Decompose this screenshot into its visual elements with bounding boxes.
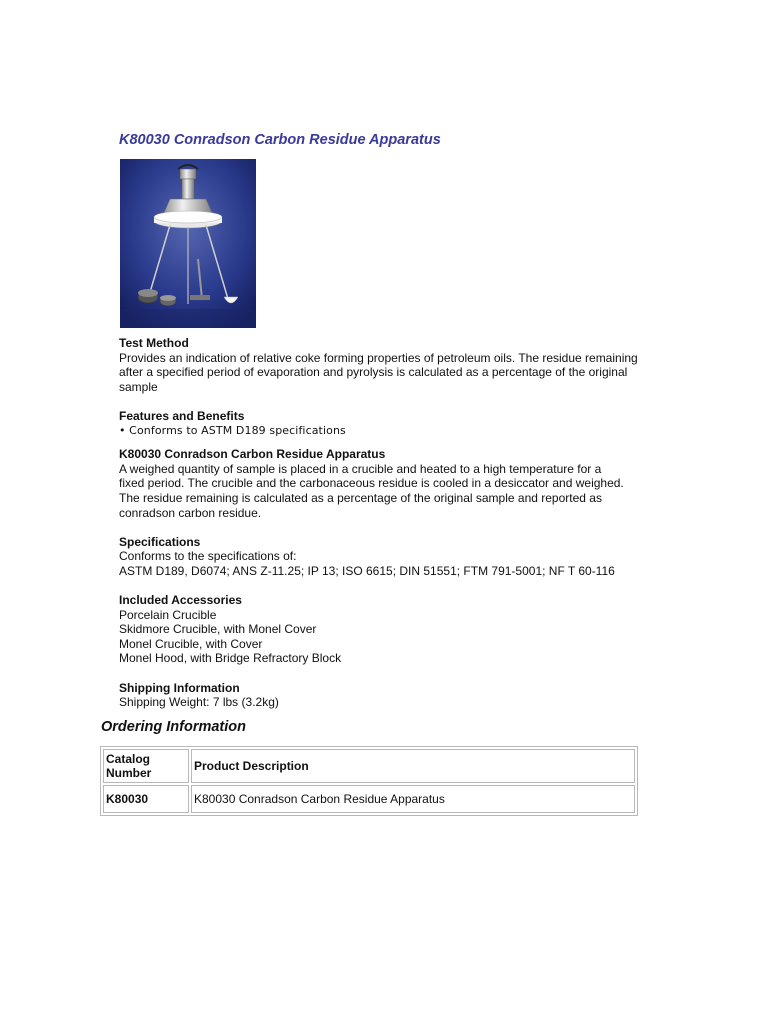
apparatus-section <box>119 447 679 520</box>
header-line: Number <box>106 766 152 780</box>
section-heading: Included Accessories <box>119 593 242 608</box>
text-line: fixed period. The crucible and the carbonaceous residue is cooled in a desiccator and weighed. <box>119 476 624 491</box>
features-section <box>119 409 679 438</box>
section-heading: Specifications <box>119 534 201 549</box>
shipping-weight: Shipping Weight: 7 lbs (3.2kg) <box>119 695 279 710</box>
catalog-number-cell: K80030 <box>103 785 189 813</box>
accessory-item: Monel Crucible, with Cover <box>119 636 263 651</box>
table-header-row <box>103 749 635 783</box>
feature-bullet: • Conforms to ASTM D189 specifications <box>119 423 346 437</box>
product-description-header: Product Description <box>191 749 635 783</box>
specifications-section <box>119 535 679 579</box>
header-line: Catalog <box>106 752 151 766</box>
text-line: sample <box>119 379 158 394</box>
text-line: A weighed quantity of sample is placed in a crucible and heated to a high temperature for a <box>119 461 602 476</box>
ordering-title: Ordering Information <box>101 719 246 735</box>
table-row <box>103 785 635 813</box>
page-title: K80030 Conradson Carbon Residue Apparatus <box>119 132 441 148</box>
catalog-number-header <box>103 749 189 783</box>
accessory-item: Skidmore Crucible, with Monel Cover <box>119 622 317 637</box>
product-description-cell: K80030 Conradson Carbon Residue Apparatus <box>191 785 635 813</box>
product-details <box>119 336 679 710</box>
accessory-item: Monel Hood, with Bridge Refractory Block <box>119 651 342 666</box>
product-photo <box>120 159 256 328</box>
shipping-section <box>119 681 679 710</box>
accessory-item: Porcelain Crucible <box>119 607 217 622</box>
text-line: after a specified period of evaporation and pyrolysis is calculated as a percentage of the original <box>119 365 628 380</box>
text-line: Provides an indication of relative coke forming properties of petroleum oils. The residue remaining <box>119 350 638 365</box>
text-line: Conforms to the specifications of: <box>119 549 297 564</box>
section-heading: Features and Benefits <box>119 408 245 423</box>
test-method-section <box>119 336 679 394</box>
ordering-table <box>100 746 638 816</box>
section-heading: Test Method <box>119 336 189 350</box>
section-heading: K80030 Conradson Carbon Residue Apparatus <box>119 447 386 462</box>
section-heading: Shipping Information <box>119 680 240 695</box>
accessories-section <box>119 593 679 666</box>
text-line: ASTM D189, D6074; ANS Z-11.25; IP 13; ISO 6615; DIN 51551; FTM 791-5001; NF T 60-116 <box>119 563 615 578</box>
text-line: conradson carbon residue. <box>119 505 262 520</box>
text-line: The residue remaining is calculated as a percentage of the original sample and reported as <box>119 490 602 505</box>
